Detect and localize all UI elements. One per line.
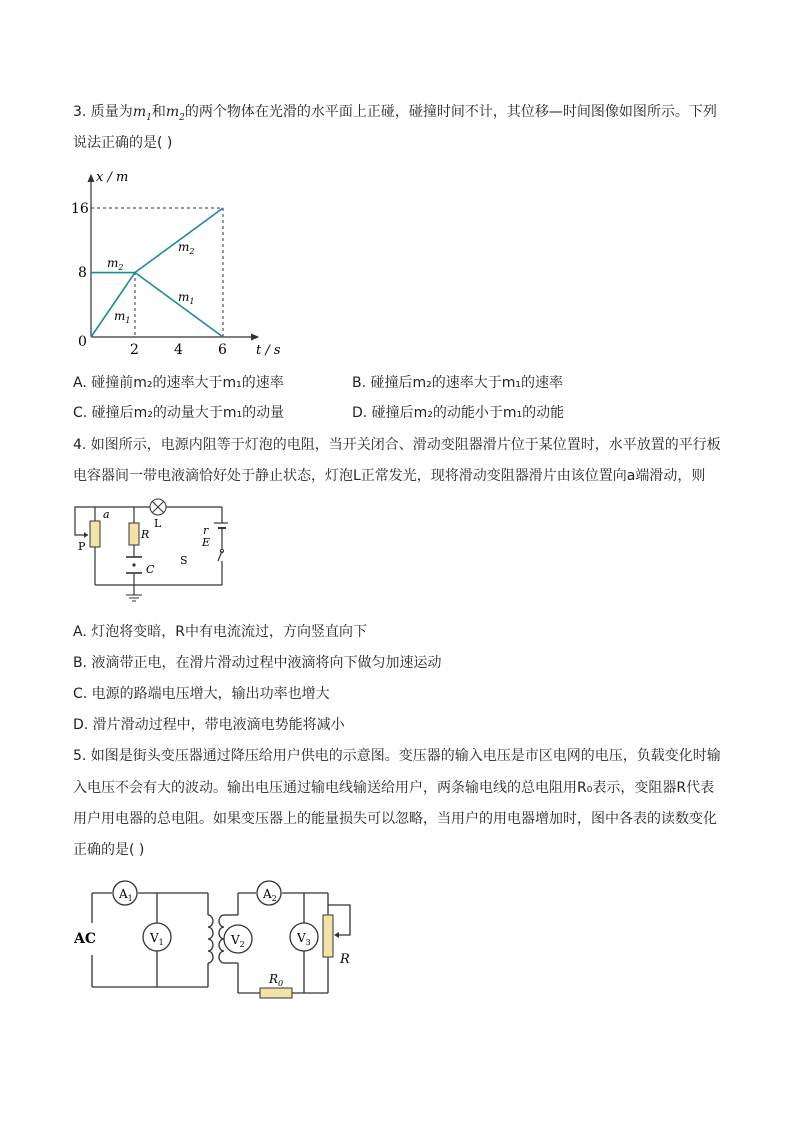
label-r-resistor: R	[141, 528, 150, 541]
label-v1: $V_1$	[150, 931, 164, 947]
q3-stem-line1	[73, 102, 717, 128]
q4-stem-line1: 4. 如图所示，电源内阻等于灯泡的电阻，当开关闭合、滑动变阻器滑片位于某位置时，水平放置的平行板	[73, 437, 721, 453]
label-a1: $A_1$	[119, 887, 133, 903]
label-e: E	[202, 536, 211, 549]
label-s: S	[180, 554, 188, 567]
y-axis-label: x / m	[96, 170, 129, 185]
q3-option-a[interactable]: A. 碰撞前m₂的速率大于m₁的速率	[73, 375, 284, 391]
rheostat	[90, 521, 100, 547]
x-axis-label: t / s	[256, 343, 281, 358]
q3-stem-line2: 说法正确的是( )	[73, 135, 173, 151]
rheostat-arrow	[334, 932, 339, 938]
q5-transformer-circuit	[70, 875, 365, 1005]
label-m1-after: $m_1$	[178, 290, 195, 306]
ytick-16: 16	[71, 201, 89, 217]
label-r: R	[340, 952, 350, 967]
slider-arrow	[84, 532, 88, 538]
q3-text: 的两个物体在光滑的水平面上正碰，碰撞时间不计，其位移—时间图像如图所示。下列	[184, 104, 717, 120]
q5-stem-line2: 入电压不会有大的波动。输出电压通过输电线输送给用户，两条输电线的总电阻用R₀表示，变阻器R代表	[73, 780, 715, 796]
resistor-r	[129, 523, 139, 545]
label-a: a	[103, 508, 110, 521]
xtick-4: 4	[174, 342, 183, 358]
xtick-2: 2	[130, 342, 139, 358]
label-ac: AC	[74, 931, 97, 947]
q5-stem-line4: 正确的是( )	[73, 842, 145, 858]
label-m2-before: $m_2$	[107, 256, 124, 272]
origin-label: 0	[78, 334, 87, 350]
label-r-internal: r	[203, 524, 209, 537]
series-m1-after	[135, 273, 223, 337]
q4-option-b[interactable]: B. 液滴带正电，在滑片滑动过程中液滴将向下做匀加速运动	[73, 655, 442, 671]
label-v2: $V_2$	[231, 933, 245, 949]
q5-stem-line1: 5. 如图是街头变压器通过降压给用户供电的示意图。变压器的输入电压是市区电网的电压，负载变化时输	[73, 748, 721, 764]
rheostat-r	[323, 915, 333, 957]
q3-text: 3. 质量为	[73, 104, 133, 120]
label-v3: $V_3$	[297, 931, 311, 947]
q3-option-d[interactable]: D. 碰撞后m₂的动能小于m₁的动能	[352, 405, 565, 421]
q4-option-a[interactable]: A. 灯泡将变暗，R中有电流流过，方向竖直向下	[73, 624, 367, 640]
m2-symbol: $m_2$	[165, 104, 185, 123]
label-p: P	[78, 540, 86, 553]
resistor-r0	[260, 988, 292, 998]
label-l: L	[154, 517, 162, 530]
q3-text: 和	[151, 104, 166, 120]
xtick-6: 6	[218, 342, 227, 358]
ytick-8: 8	[78, 265, 87, 281]
q3-option-b[interactable]: B. 碰撞后m₂的速率大于m₁的速率	[352, 375, 564, 391]
series-m1-before	[91, 273, 135, 337]
label-r0: $R_0$	[269, 972, 284, 988]
q4-option-c[interactable]: C. 电源的路端电压增大，输出功率也增大	[73, 686, 330, 702]
label-c: C	[146, 563, 155, 576]
q4-circuit-diagram	[68, 493, 228, 608]
label-m2-after: $m_2$	[178, 240, 195, 256]
label-a2: $A_2$	[263, 887, 277, 903]
label-m1-before: $m_1$	[114, 309, 131, 325]
q4-option-d[interactable]: D. 滑片滑动过程中，带电液滴电势能将减小	[73, 717, 345, 733]
droplet	[132, 563, 135, 566]
m1-symbol: $m_1$	[132, 104, 152, 123]
q5-stem-line3: 用户用电器的总电阻。如果变压器上的能量损失可以忽略，当用户的用电器增加时，图中各表的读数变化	[73, 811, 717, 827]
q3-option-c[interactable]: C. 碰撞后m₂的动量大于m₁的动量	[73, 405, 285, 421]
xt-graph	[70, 165, 285, 360]
q4-stem-line2: 电容器间一带电液滴恰好处于静止状态，灯泡L正常发光，现将滑动变阻器滑片由该位置向a端滑动，则	[73, 468, 706, 484]
